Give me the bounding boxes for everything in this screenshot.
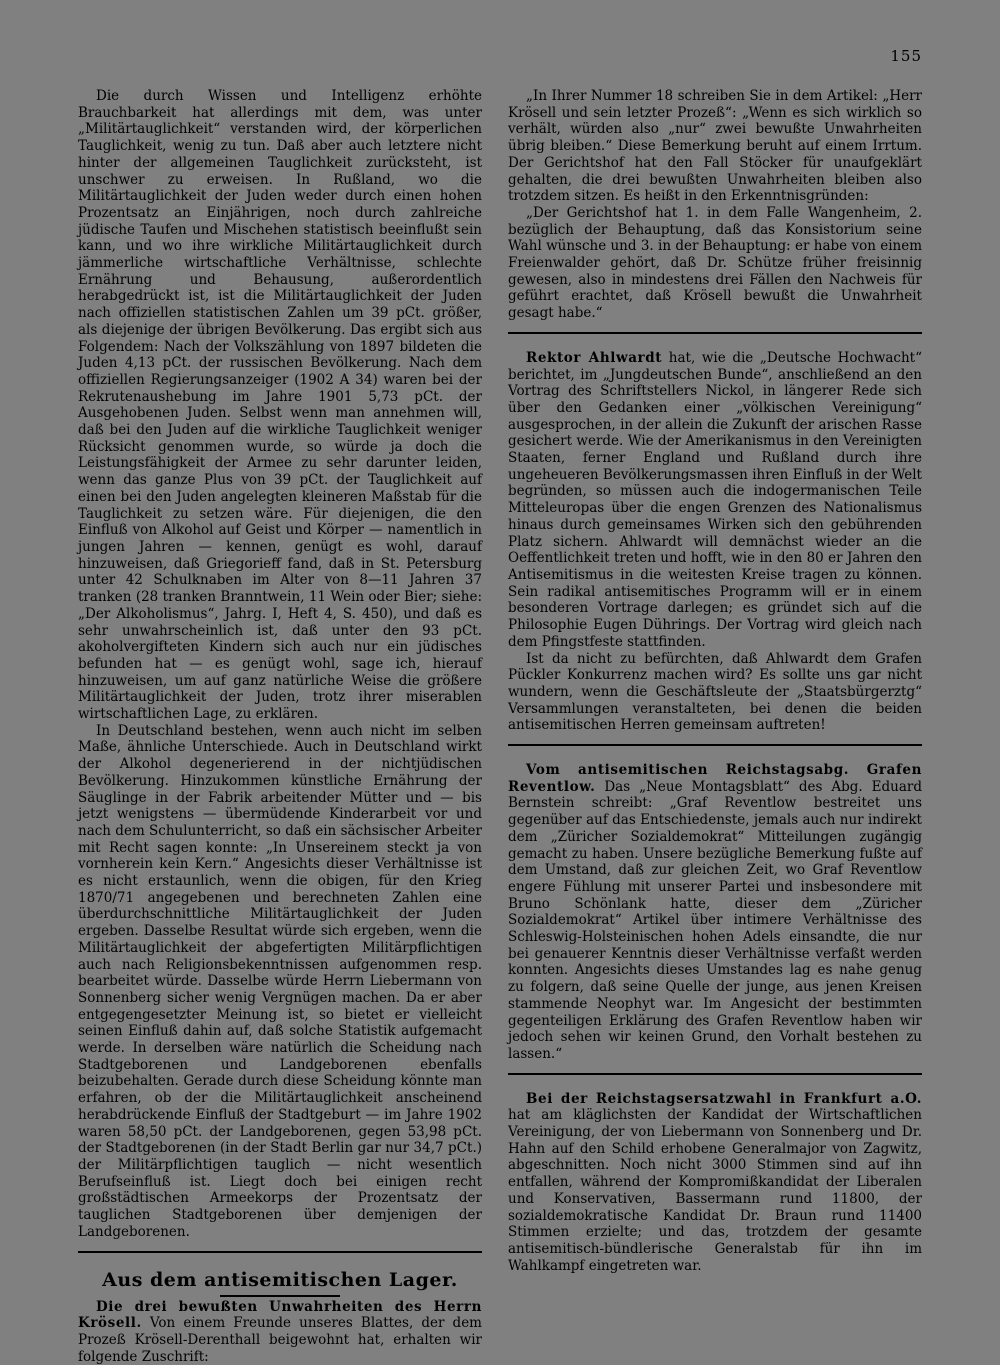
left-column [78,88,482,1365]
page-number: 155 [890,47,922,65]
letter-paragraph-2: „Der Gerichtshof hat 1. in dem Falle Wangenheim, 2. bezüglich der Behauptung, daß das Konsistorium seine Wahl wünsche und 3. in der Behauptung: er habe von einem Freienwalder gehört, daß Dr. Schütze früher freisinnig gewesen, also in mindestens drei Fällen den Nachweis für geführt erachtet, daß Krösell bewußt die Unwahrheit gesagt habe.“ [508,204,922,322]
article-ahlwardt-heading: Rektor Ahlwardt [526,349,663,366]
paragraph-germany: In Deutschland bestehen, wenn auch nicht im selben Maße, ähnliche Unterschiede. Auch in Deutschland wirkt der Alkohol degenerierend in der nichtjüdischen Bevölkerung. Hinzukommen künstliche Ernährung der Säuglinge in der Fabrik arbeitender Mütter und — bis jetzt wenigstens — übermüdende Kinderarbeit vor und nach dem Schulunterricht, so daß ein sächsischer Arbeiter mit Recht sagen konnte: „In Unsereinem steckt ja von vornherein kein Kern.“ Angesichts dieser Verhältnisse ist es nicht erstaunlich, wenn die obigen, für den Krieg 1870/71 angegebenen und berechneten Zahlen eine überdurchschnittliche Militärtauglichkeit der Juden ergeben. Dasselbe Resultat würde sich ergeben, wenn die Militärtauglichkeit der abgefertigten Militärpflichtigen auch nach Religionsbekenntnissen aufgenommen resp. bearbeitet würde. Dasselbe würde Herrn Liebermann von Sonnenberg sicher wenig Vergnügen machen. Da er aber entgegengesetzter Meinung ist, so bietet er vielleicht seinen Einfluß dahin auf, daß solche Statistik aufgemacht werde. In derselben wäre natürlich die Scheidung nach Stadtgeborenen und Landgeborenen ebenfalls beizubehalten. Gerade durch diese Scheidung könnte man erfahren, ob der die Militärtauglichkeit anscheinend herabdrückende Einfluß der Stadtgeburt — im Jahre 1902 waren 58,50 pCt. der Landgeborenen, gegen 53,98 pCt. der Stadtgeborenen (in der Stadt Berlin gar nur 34,7 pCt.) der Militärpflichtigen tauglich — nicht wesentlich Berufseinfluß ist. Liegt doch bei einigen recht großstädtischen Armeekorps der Prozentsatz der tauglichen Stadtgeborenen über demjenigen der Landgeborenen. [78,722,482,1240]
article-kroesell-heading: Die drei bewußten Unwahrheiten des Herrn Krösell. [78,1298,482,1332]
article-ahlwardt-followup: Ist da nicht zu befürchten, daß Ahlwardt dem Grafen Pückler Konkurrenz machen wird? Es sollte uns gar nicht wundern, wenn die Geschäftsleute der „Staatsbürgerztg“ Versammlungen veranstalteten, bei denen die beiden antisemitischen Herren gemeinsam auftreten! [508,650,922,734]
article-frankfurt [508,1091,922,1275]
article-divider-2 [508,744,922,746]
article-ahlwardt-body: hat, wie die „Deutsche Hochwacht“ berichtet, im „Jungdeutschen Bunde“, anschließend an den Vortrag des Schriftstellers Nickol, in längerer Rede sich über den Gedanken einer „völkischen Vereinigung“ ausgesprochen, in der allein die Zukunft der arischen Rasse gesichert werde. Wie der Amerikanismus in den Vereinigten Staaten, ferner England und Rußland durch ihre ungeheueren Bevölkerungsmassen ihren Einfluß in der Welt begründen, so müssen auch die indogermanischen Teile Mitteleuropas über die engen Grenzen des Nationalismus hinaus durch gemeinsames Wirken sich den gebührenden Platz sichern. Ahlwardt will demnächst wieder an die Oeffentlichkeit treten und hofft, wie in den 80 er Jahren den Antisemitismus in die weitesten Kreise tragen zu können. Sein radikal antisemitisches Programm will er in einem besonderen Vortrage darlegen; es gründet sich auf die Philosophie Eugen Dührings. Der Vortrag wird gleich nach dem Pfingstfeste stattfinden. [508,349,923,650]
column-divider-rule [78,1251,482,1253]
article-frankfurt-body: hat am kläglichsten der Kandidat der Wirtschaftlichen Vereinigung, der von Liebermann von Sonnenberg und Dr. Hahn auf den Schild erhobene Generalmajor von Zagwitz, abgeschnitten. Noch nicht 3000 Stimmen sind auf ihn entfallen, während der Kompromißkandidat der Liberalen und Konservativen, Bassermann rund 11800, der sozialdemokratische Kandidat Dr. Braun rund 11400 Stimmen erzielte; und das, trotzdem der gesamte antisemitisch-bündlerische Generalstab für ihn im Wahlkampf eingetreten war. [508,1107,922,1274]
article-reventlow-body: Das „Neue Montagsblatt“ des Abg. Eduard Bernstein schreibt: „Graf Reventlow bestreitet uns gegenüber auf das Entschiedenste, jemals auch nur indirekt dem „Züricher Sozialdemokrat“ Mitteilungen zugängig gemacht zu haben. Unsere bezügliche Bemerkung fußte auf dem Umstand, daß zur gleichen Zeit, wo Graf Reventlow engere Fühlung mit unserer Partei und insbesondere mit Bruno Schönlank hatte, dieser dem „Züricher Sozialdemokrat“ Artikel über intimere Verhältnisse des Schleswig-Holsteinischen hohen Adels einsandte, die nur bei genauerer Kenntnis dieser Verhältnisse verfaßt werden konnten. Angesichts dieses Umstandes lag es nahe genug zu folgern, daß seine Quelle der junge, aus jenen Kreisen stammende Neophyt war. Im Angesicht der bestimmten gegenteiligen Erklärung des Grafen Reventlow haben wir jedoch sehen wir keinen Grund, den Vorhalt bestehen zu lassen.“ [508,778,922,1062]
article-reventlow-heading: Vom antisemitischen Reichstagsabg. Grafen Reventlow. [508,762,922,795]
paragraph-military-fitness: Die durch Wissen und Intelligenz erhöhte Brauchbarkeit hat allerdings mit dem, was unter „Militärtauglichkeit“ verstanden wird, der körperlichen Tauglichkeit, wenig zu tun. Daß aber auch letztere nicht hinter der allgemeinen Tauglichkeit zurücksteht, ist unschwer zu erweisen. In Rußland, wo die Militärtauglichkeit der Juden weder durch einen hohen Prozentsatz an Einjährigen, noch durch zahlreiche jüdische Taufen und Mischehen statistisch beeinflußt sein kann, und wo ihre wirkliche Militärtauglichkeit durch jämmerliche wirtschaftliche Verhältnisse, schlechte Ernährung und Behausung, außerordentlich herabgedrückt ist, ist die Militärtauglichkeit der Juden nach offiziellen statistischen Zahlen um 39 pCt. größer, als diejenige der übrigen Bevölkerung. Das ergibt sich aus Folgendem: Nach der Volkszählung von 1897 bildeten die Juden 4,13 pCt. der russischen Bevölkerung. Nach dem offiziellen Regierungsanzeiger (1902 A 34) waren bei der Rekrutenaushebung im Jahre 1901 5,73 pCt. der Ausgehobenen Juden. Selbst wenn man annehmen will, daß bei den Juden auf die wirkliche Tauglichkeit weniger Rücksicht genommen wurde, so würde ja doch die Leistungsfähigkeit der Armee zu sehr darunter leiden, wenn das ganze Plus von 39 pCt. der Tauglichkeit auf einen bei den Juden angelegten kleineren Maßstab für die Tauglichkeit zu setzen wäre. Für diejenigen, die den Einfluß von Alkohol auf Geist und Körper — namentlich in jungen Jahren — kennen, genügt es wohl, darauf hinzuweisen, daß Griegorieff fand, daß in St. Petersburg unter 42 Schulknaben im Alter von 8—11 Jahren 37 tranken (28 tranken Branntwein, 11 Wein oder Bier; siehe: „Der Alkoholismus“, Jahrg. I, Heft 4, S. 450), und daß es sehr unwahrscheinlich ist, daß unter den 93 pCt. akoholvergifteten Kindern sich auch nur ein jüdisches befunden hat — es genügt wohl, sage ich, hierauf hinzuweisen, um auf ganz natürliche Weise die größere Militärtauglichkeit der Juden, trotz ihrer miserablen wirtschaftlichen Lage, zu erklären. [78,88,482,723]
article-reventlow [508,762,922,1063]
article-divider-3 [508,1073,922,1075]
section-title-underline [220,1295,340,1297]
article-frankfurt-heading: Bei der Reichstagsersatzwahl in Frankfurt a.O. [526,1090,922,1107]
section-title: Aus dem antisemitischen Lager. [102,1268,458,1291]
article-kroesell [78,1299,482,1365]
article-divider-1 [508,332,922,334]
article-kroesell-intro: Von einem Freunde unseres Blattes, der dem Prozeß Krösell-Derenthall beigewohnt hat, erhalten wir folgende Zuschrift: [78,1315,482,1365]
article-ahlwardt [508,350,922,651]
letter-paragraph-1: „In Ihrer Nummer 18 schreiben Sie in dem Artikel: „Herr Krösell und sein letzter Prozeß“: „Wenn es sich wirklich so verhält, würden also „nur“ zwei bewußte Unwahrheiten übrig bleiben.“ Diese Bemerkung beruht auf einem Irrtum. Der Gerichtshof hat den Fall Stöcker für unaufgeklärt gehalten, die drei bewußten Unwahrheiten bleiben also trotzdem sitzen. Es heißt in den Erkenntnisgründen: [508,88,922,205]
right-column [508,88,922,1274]
